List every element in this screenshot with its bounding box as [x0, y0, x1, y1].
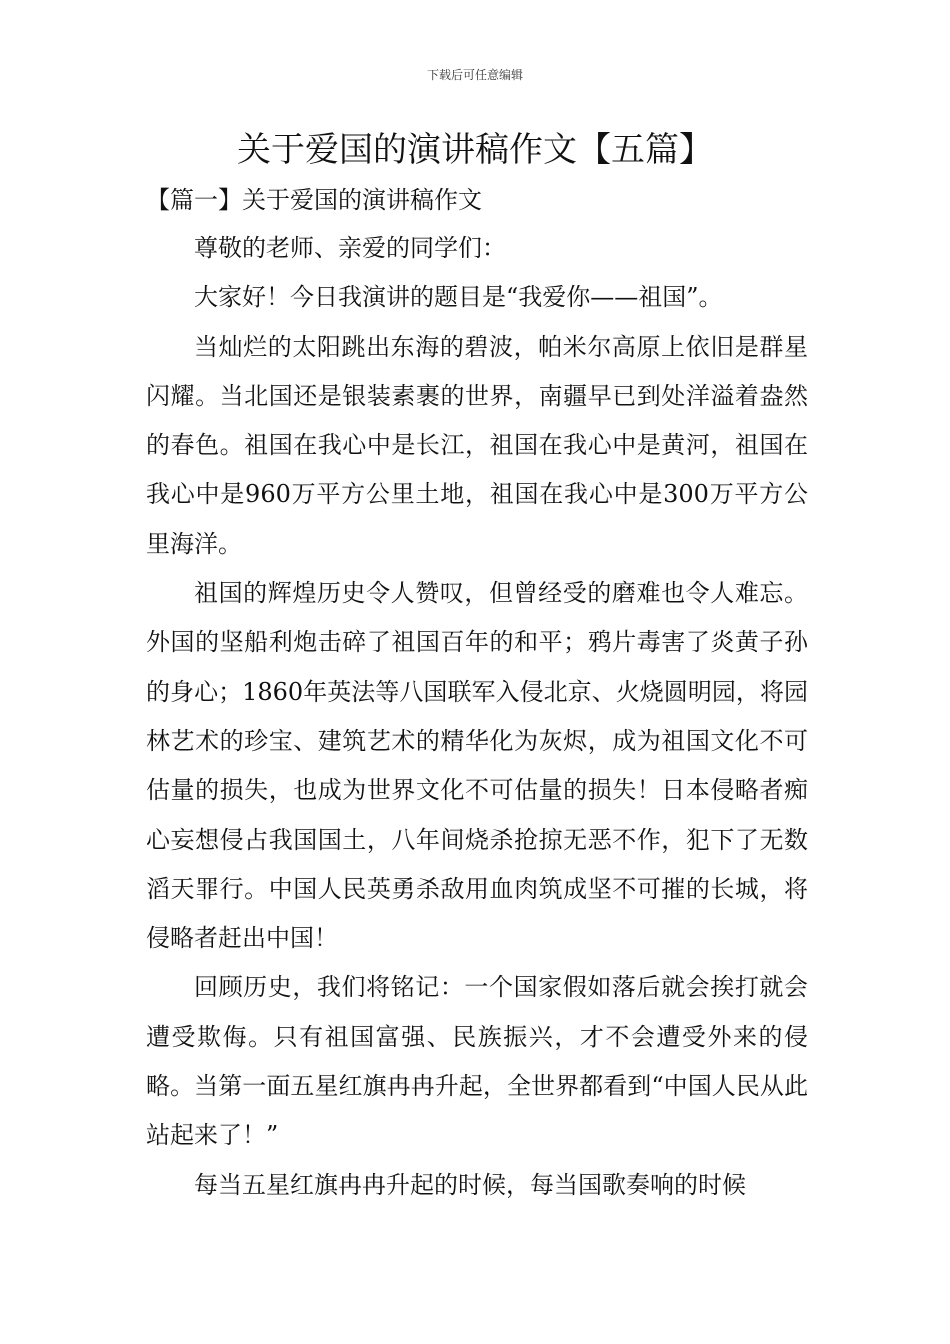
paragraph: 每当五星红旗冉冉升起的时候，每当国歌奏响的时候: [194, 1170, 746, 1199]
section-heading: 【篇一】关于爱国的演讲稿作文: [146, 186, 482, 214]
paragraph: 回顾历史，我们将铭记：一个国家假如落后就会挨打就会遭受欺侮。只有祖国富强、民族振兴，才不会遭受外来的侵略。当第一面五星红旗冉冉升起，全世界都看到“中国人民从此站起来了！”: [146, 973, 808, 1150]
document-title: 关于爱国的演讲稿作文【五篇】: [237, 130, 713, 170]
page-header-note: 下载后可任意编辑: [426, 68, 523, 82]
paragraph: 祖国的辉煌历史令人赞叹，但曾经受的磨难也令人难忘。外国的坚船利炮击碎了祖国百年的和平；鸦片毒害了炎黄子孙的身心；1860年英法等八国联军入侵北京、火烧圆明园，将园林艺术的珍宝、建筑艺术的精华化为灰烬，成为祖国文化不可估量的损失，也成为世界文化不可估量的损失！日本侵略者痴心妄想侵占我国国土，八年间烧杀抢掠无恶不作，犯下了无数滔天罪行。中国人民英勇杀敌用血肉筑成坚不可摧的长城，将侵略者赶出中国！: [146, 579, 808, 953]
paragraph-salutation: 尊敬的老师、亲爱的同学们：: [194, 234, 506, 262]
paragraph-greeting: 大家好！今日我演讲的题目是“我爱你——祖国”。: [194, 283, 723, 312]
document-body: [146, 224, 808, 1210]
paragraph: 当灿烂的太阳跳出东海的碧波，帕米尔高原上依旧是群星闪耀。当北国还是银装素裹的世界，南疆早已到处洋溢着盎然的春色。祖国在我心中是长江，祖国在我心中是黄河，祖国在我心中是960万平方公里土地，祖国在我心中是300万平方公里海洋。: [146, 332, 808, 558]
